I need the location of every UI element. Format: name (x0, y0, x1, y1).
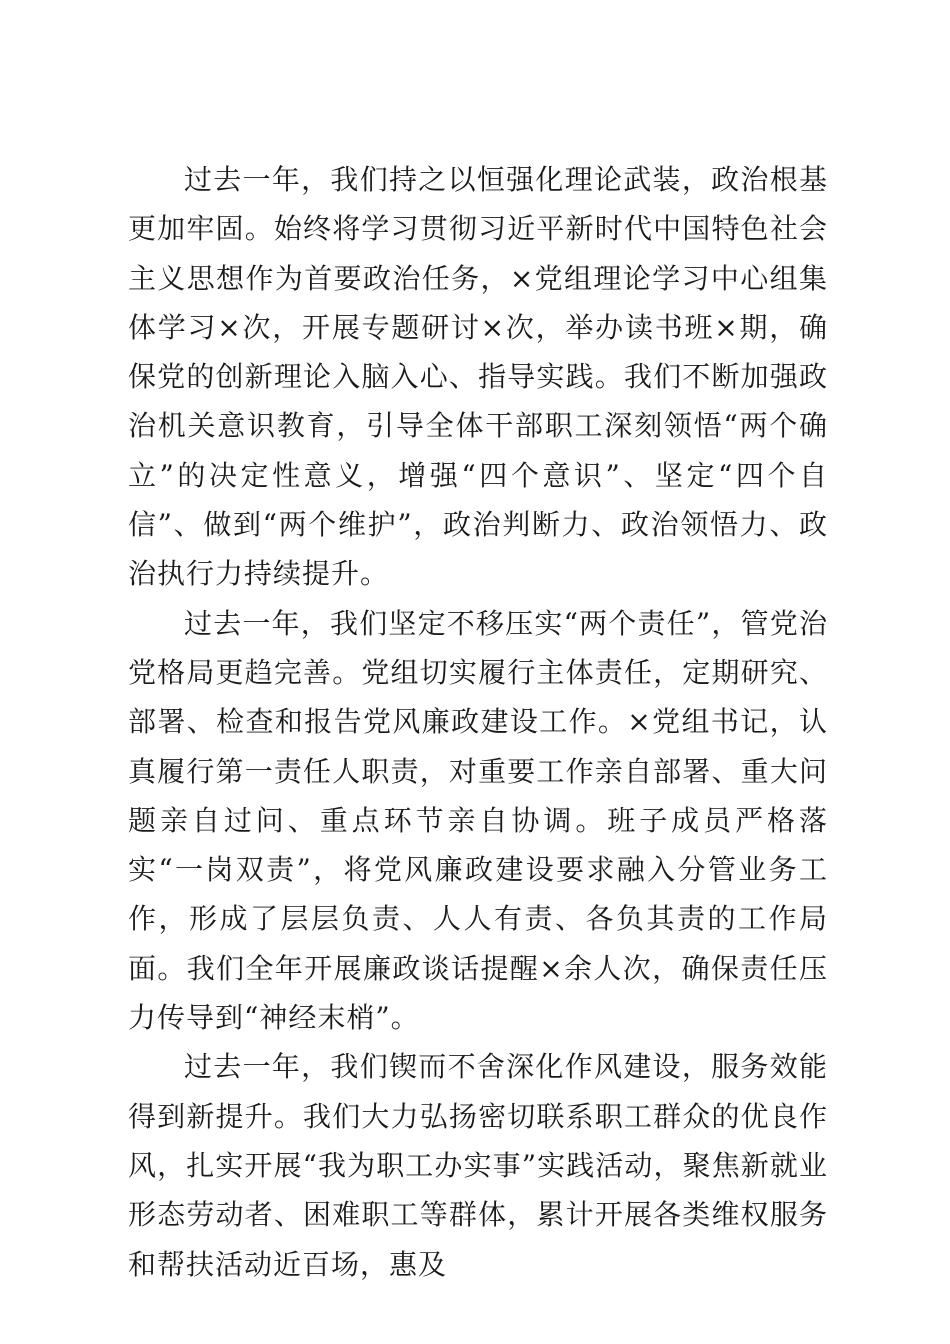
paragraph-responsibility: 过去一年，我们坚定不移压实“两个责任”，管党治党格局更趋完善。党组切实履行主体责任，定期研究、部署、检查和报告党风廉政建设工作。×党组书记，认真履行第一责任人职责，对重要工作亲自部署、重大问题亲自过问、重点环节亲自协调。班子成员严格落实“一岗双责”，将党风廉政建设要求融入分管业务工作，形成了层层负责、人人有责、各负其责的工作局面。我们全年开展廉政谈话提醒×余人次，确保责任压力传导到“神经末梢”。 (128, 606, 828, 1035)
document-body (128, 155, 828, 1289)
paragraph-work-style: 过去一年，我们锲而不舍深化作风建设，服务效能得到新提升。我们大力弘扬密切联系职工群众的优良作风，扎实开展“我为职工办实事”实践活动，聚焦新就业形态劳动者、困难职工等群体，累计开展各类维权服务和帮扶活动近百场，惠及 (128, 1050, 828, 1281)
paragraph-theory-study: 过去一年，我们持之以恒强化理论武装，政治根基更加牢固。始终将学习贯彻习近平新时代中国特色社会主义思想作为首要政治任务，×党组理论学习中心组集体学习×次，开展专题研讨×次，举办读书班×期，确保党的创新理论入脑入心、指导实践。我们不断加强政治机关意识教育，引导全体干部职工深刻领悟“两个确立”的决定性意义，增强“四个意识”、坚定“四个自信”、做到“两个维护”，政治判断力、政治领悟力、政治执行力持续提升。 (128, 163, 828, 591)
